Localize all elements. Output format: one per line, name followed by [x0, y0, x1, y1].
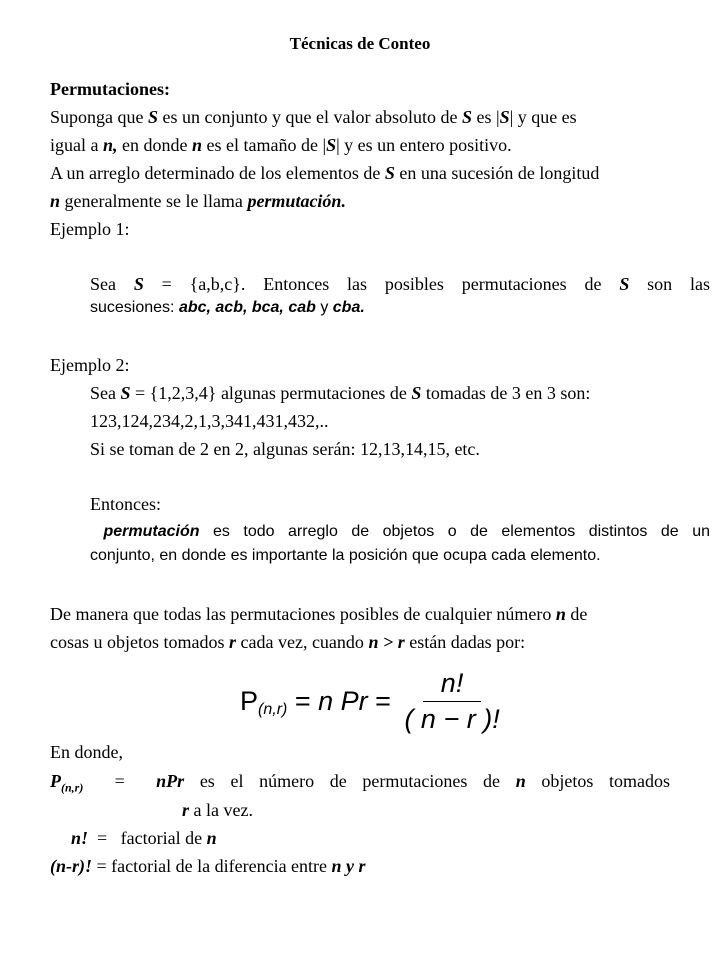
example-2-label: Ejemplo 2: [50, 355, 130, 375]
definition-line-1: Suponga que S es un conjunto y que el valor absoluto de S es |S| y que es [50, 107, 577, 127]
nfact-line: n! = factorial de n [71, 828, 217, 848]
entonces-label: Entonces: [90, 494, 161, 514]
definition-line-3: A un arreglo determinado de los elementos de S en una sucesión de longitud [50, 163, 600, 183]
definition-line-2: igual a n, en donde n es el tamaño de |S| y es un entero positivo. [50, 135, 512, 155]
donde-line-1: $P_{(n,r)}$ = nPr es el número de permutaciones de n objetos tomados [50, 771, 671, 795]
formula-numerator: n! [423, 668, 482, 702]
example-2-line-1: Sea S = {1,2,3,4} algunas permutaciones de S tomadas de 3 en 3 son: [90, 383, 591, 403]
example-1-line-1: Sea S = {a,b,c}. Entonces las posibles permutaciones de S son las [90, 274, 711, 294]
formula-fraction [404, 668, 499, 735]
formula-eq-1: = [287, 686, 319, 716]
en-donde-label: En donde, [50, 742, 123, 762]
example-2-line-2: 123,124,234,2,1,3,341,431,432,.. [90, 411, 329, 431]
page-title: Técnicas de Conteo [289, 34, 431, 53]
formula-p-sub: (n,r) [258, 700, 288, 718]
formula-npr: n Pr [318, 686, 368, 716]
permutation-definition-line-1: permutación es todo arreglo de objetos o de elementos distintos de un [103, 523, 710, 540]
general-line-2: cosas u objetos tomados r cada vez, cuando n > r están dadas por: [50, 632, 526, 652]
example-2-line-3: Si se toman de 2 en 2, algunas serán: 12,13,14,15, etc. [90, 439, 480, 459]
section-heading: Permutaciones: [50, 79, 170, 99]
permutation-formula [240, 668, 500, 735]
donde-line-2: r a la vez. [182, 800, 253, 820]
example-1-line-2: sucesiones: abc, acb, bca, cab y cba. [90, 299, 365, 316]
general-line-1: De manera que todas las permutaciones posibles de cualquier número n de [50, 604, 588, 624]
formula-denominator: ( n − r )! [404, 704, 500, 734]
formula-p: P [240, 686, 259, 716]
formula-eq-2: = [367, 686, 399, 716]
definition-line-4: n generalmente se le llama permutación. [50, 191, 346, 211]
example-1-label: Ejemplo 1: [50, 219, 130, 239]
nr-fact-line: (n-r)! = factorial de la diferencia entre n y r [50, 856, 366, 876]
permutation-definition-line-2: conjunto, en donde es importante la posición que ocupa cada elemento. [90, 547, 601, 564]
